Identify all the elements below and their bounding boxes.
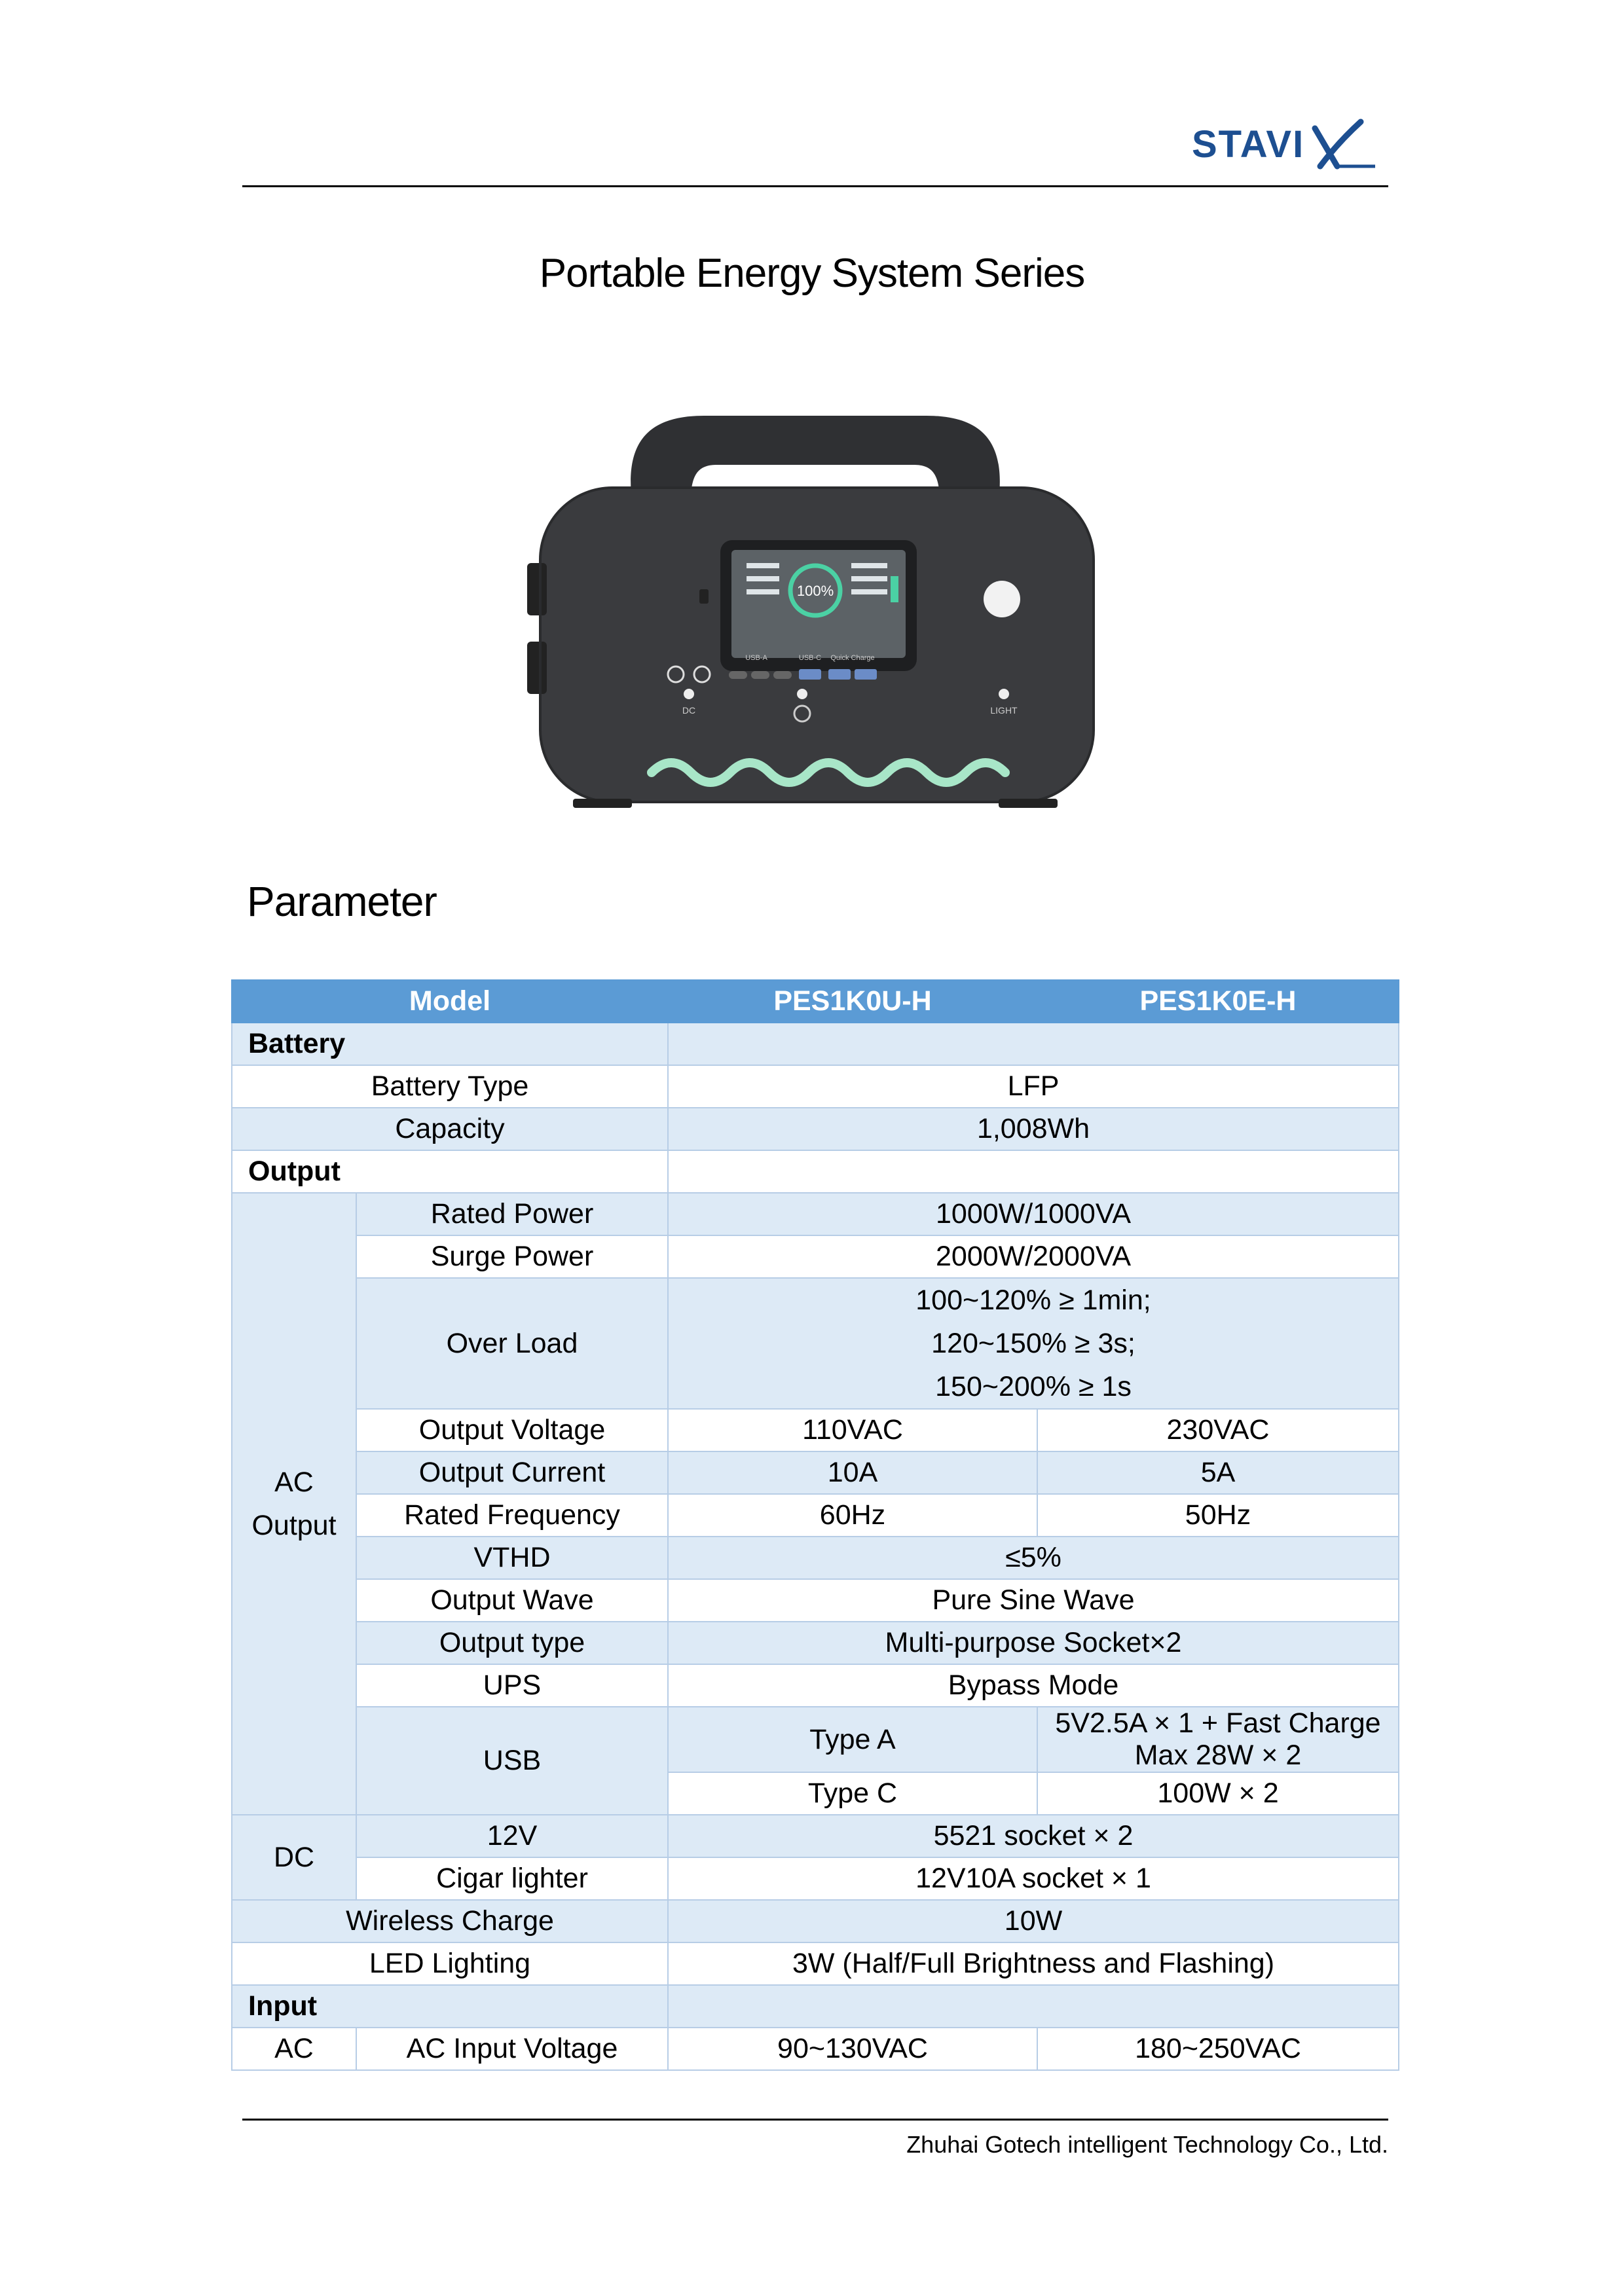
table-row	[232, 1537, 1399, 1579]
row-value: 230VAC	[1037, 1409, 1399, 1451]
header-col1: PES1K0U-H	[668, 980, 1037, 1023]
row-value: 1,008Wh	[668, 1108, 1399, 1150]
table-row	[232, 1023, 1399, 1065]
usb-c-port-label: USB-C	[798, 654, 822, 662]
parameter-table	[231, 979, 1399, 2071]
header-col2: PES1K0E-H	[1037, 980, 1399, 1023]
usb-a-port-label: USB-A	[745, 654, 767, 662]
row-label: Capacity	[232, 1108, 668, 1150]
row-value: ≤5%	[668, 1537, 1399, 1579]
table-row	[232, 1409, 1399, 1451]
table-header-row	[232, 980, 1399, 1023]
section-title-parameter: Parameter	[247, 878, 437, 925]
table-row	[232, 2028, 1399, 2070]
table-row	[232, 1857, 1399, 1900]
row-value: Multi-purpose Socket×2	[668, 1622, 1399, 1664]
quick-charge-label: Quick Charge	[830, 654, 875, 662]
table-row	[232, 1108, 1399, 1150]
table-row	[232, 1664, 1399, 1707]
row-value: 5V2.5A × 1 + Fast Charge Max 28W × 2	[1037, 1707, 1399, 1772]
row-value: 10A	[668, 1451, 1037, 1494]
row-value: 5A	[1037, 1451, 1399, 1494]
table-row	[232, 1150, 1399, 1193]
row-value: 3W (Half/Full Brightness and Flashing)	[668, 1942, 1399, 1985]
table-row	[232, 1579, 1399, 1622]
row-label: Output Voltage	[356, 1409, 668, 1451]
row-value: 1000W/1000VA	[668, 1193, 1399, 1235]
over-load-line: 100~120% ≥ 1min;	[915, 1285, 1151, 1316]
page-title: Portable Energy System Series	[539, 251, 1085, 296]
row-label: Output type	[356, 1622, 668, 1664]
row-value: 180~250VAC	[1037, 2028, 1399, 2070]
row-value: 50Hz	[1037, 1494, 1399, 1537]
section-battery: Battery	[232, 1023, 668, 1065]
row-value: 5521 socket × 2	[668, 1815, 1399, 1857]
row-value: 90~130VAC	[668, 2028, 1037, 2070]
row-label: Rated Frequency	[356, 1494, 668, 1537]
row-value: 110VAC	[668, 1409, 1037, 1451]
header-rule	[242, 185, 1388, 187]
screen-percent: 100%	[796, 583, 834, 599]
table-row	[232, 1235, 1399, 1278]
footer-rule	[242, 2119, 1388, 2121]
row-label: Rated Power	[356, 1193, 668, 1235]
row-label: Output Current	[356, 1451, 668, 1494]
row-value: LFP	[668, 1065, 1399, 1108]
table-row	[232, 1065, 1399, 1108]
group-ac-input: AC	[232, 2028, 356, 2070]
table-row	[232, 1900, 1399, 1942]
row-value: 60Hz	[668, 1494, 1037, 1537]
table-row	[232, 1451, 1399, 1494]
group-label: AC Output	[251, 1467, 337, 1541]
group-dc: DC	[232, 1815, 356, 1900]
row-label: Wireless Charge	[232, 1900, 668, 1942]
section-input: Input	[232, 1985, 668, 2028]
row-label: Over Load	[356, 1278, 668, 1409]
row-label: Battery Type	[232, 1065, 668, 1108]
table-row	[232, 1494, 1399, 1537]
row-label: Cigar lighter	[356, 1857, 668, 1900]
row-value: Pure Sine Wave	[668, 1579, 1399, 1622]
group-ac-output	[232, 1193, 356, 1815]
stavix-logo	[1192, 117, 1388, 172]
row-label: Type C	[668, 1772, 1037, 1815]
row-value: Bypass Mode	[668, 1664, 1399, 1707]
svg-text:STAVI: STAVI	[1192, 123, 1305, 166]
row-value: 2000W/2000VA	[668, 1235, 1399, 1278]
table-row	[232, 1622, 1399, 1664]
header-model: Model	[232, 980, 668, 1023]
row-label: Surge Power	[356, 1235, 668, 1278]
row-label: UPS	[356, 1664, 668, 1707]
row-label: AC Input Voltage	[356, 2028, 668, 2070]
row-value: 12V10A socket × 1	[668, 1857, 1399, 1900]
row-value-over-load	[668, 1278, 1399, 1409]
group-usb: USB	[356, 1707, 668, 1815]
dc-port-label: DC	[682, 705, 696, 716]
table-row	[232, 1985, 1399, 2028]
table-row	[232, 1707, 1399, 1772]
footer-company: Zhuhai Gotech intelligent Technology Co., Ltd.	[906, 2131, 1388, 2158]
section-output: Output	[232, 1150, 668, 1193]
row-label: LED Lighting	[232, 1942, 668, 1985]
table-row	[232, 1815, 1399, 1857]
row-label: VTHD	[356, 1537, 668, 1579]
row-label: 12V	[356, 1815, 668, 1857]
row-value: 100W × 2	[1037, 1772, 1399, 1815]
over-load-line: 120~150% ≥ 3s;	[931, 1328, 1135, 1359]
light-button-label: LIGHT	[990, 705, 1018, 716]
table-row	[232, 1278, 1399, 1409]
power-station-image	[521, 367, 1110, 825]
table-row	[232, 1942, 1399, 1985]
over-load-line: 150~200% ≥ 1s	[935, 1371, 1132, 1402]
row-label: Output Wave	[356, 1579, 668, 1622]
row-label: Type A	[668, 1707, 1037, 1772]
table-row	[232, 1193, 1399, 1235]
row-value: 10W	[668, 1900, 1399, 1942]
